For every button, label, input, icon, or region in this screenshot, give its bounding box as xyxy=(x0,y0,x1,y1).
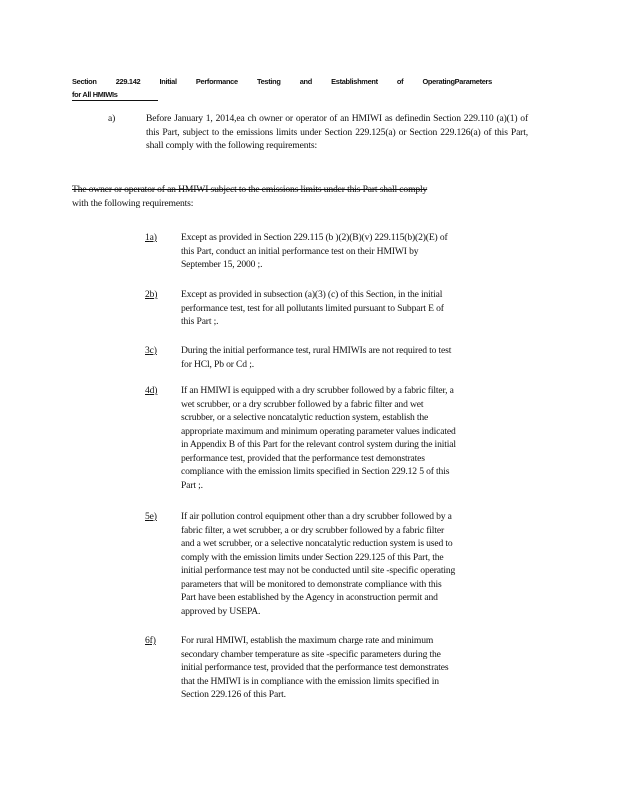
item-line: initial performance test, provided that the performance test demonstrates xyxy=(181,662,449,673)
section-heading xyxy=(72,75,492,101)
intro-continuation: with the following requirements: xyxy=(72,197,194,209)
item-line: for HCl, Pb or Cd ;. xyxy=(181,358,254,370)
heading-word: Initial xyxy=(159,77,177,86)
item-line: comply with the emission limits under Section 229.125 of this Part, the xyxy=(181,551,444,563)
item-line: Except as provided in subsection (a)(3) (c) of this Section, in the initial xyxy=(181,289,443,300)
item-text xyxy=(181,231,539,272)
item-line: this Part, conduct an initial performance test on their HMIWI by xyxy=(181,245,419,257)
item-line: If air pollution control equipment other than a dry scrubber followed by a xyxy=(181,511,452,522)
heading-word: OperatingParameters xyxy=(422,77,492,86)
section-heading-line-1 xyxy=(72,75,492,88)
item-line: Section 229.126 of this Part. xyxy=(181,689,286,700)
struck-intro-text: The owner or operator of an HMIWI subject to the emissions limits under this Part shall comply xyxy=(72,184,428,195)
section-heading-line-2: for All HMIWIs xyxy=(72,89,158,101)
struck-intro-paragraph xyxy=(72,183,534,210)
item-line: scrubber, or a selective noncatalytic reduction system, establish the xyxy=(181,412,429,423)
item-line: fabric filter, a wet scrubber, a or dry scrubber followed by a fabric filter xyxy=(181,524,444,536)
item-line: appropriate maximum and minimum operating parameter values indicated xyxy=(181,425,456,437)
item-number: 2b) xyxy=(145,289,158,300)
item-number: 1a) xyxy=(145,232,157,243)
item-number: 5e) xyxy=(145,511,157,522)
item-line: performance test, provided that the performance test demonstrates xyxy=(181,452,425,464)
item-line: For rural HMIWI, establish the maximum charge rate and minimum xyxy=(181,635,434,646)
item-line: Part have been established by the Agency in aconstruction permit and xyxy=(181,592,438,603)
heading-word: and xyxy=(299,77,312,86)
item-line: During the initial performance test, rural HMIWIs are not required to test xyxy=(181,345,452,356)
item-text xyxy=(181,634,539,702)
item-line: secondary chamber temperature as site -specific parameters during the xyxy=(181,648,441,660)
item-text xyxy=(181,510,539,618)
item-line: parameters that will be monitored to demonstrate compliance with this xyxy=(181,578,442,590)
subsection-a-label: a) xyxy=(108,113,116,124)
item-line: Except as provided in Section 229.115 (b )(2)(B)(v) 229.115(b)(2)(E) of xyxy=(181,232,448,243)
heading-word: Establishment xyxy=(331,77,378,86)
item-line: performance test, test for all pollutants limited pursuant to Subpart E of xyxy=(181,302,444,314)
item-number: 6f) xyxy=(145,635,156,646)
item-line: If an HMIWI is equipped with a dry scrubber followed by a fabric filter, a xyxy=(181,385,454,396)
item-text xyxy=(181,288,539,329)
item-line: and a wet scrubber, or a selective noncatalytic reduction system is used to xyxy=(181,538,453,549)
heading-word: Performance xyxy=(195,77,238,86)
heading-word: of xyxy=(396,77,404,86)
subsection-a-text: Before January 1, 2014,ea ch owner or operator of an HMIWI as definedin Section 229.110 (a)(1) of this Part, subject to the emissions limits under Section 229.125(a) or Section 229.126(a) of this Part, shall comply with the following requirements: xyxy=(146,113,528,151)
item-line: this Part ;. xyxy=(181,316,219,327)
item-text xyxy=(181,384,539,492)
heading-word: 229.142 xyxy=(115,77,141,86)
item-text xyxy=(181,344,539,371)
heading-word: Section xyxy=(72,77,97,86)
item-number: 3c) xyxy=(145,345,157,356)
item-line: Part ;. xyxy=(181,479,203,491)
item-line: that the HMIWI is in compliance with the emission limits specified in xyxy=(181,675,439,687)
heading-word: Testing xyxy=(256,77,281,86)
item-line: September 15, 2000 ;. xyxy=(181,259,263,270)
item-line: initial performance test may not be conducted until site -specific operating xyxy=(181,565,456,576)
item-line: in Appendix B of this Part for the relevant control system during the initial xyxy=(181,439,456,450)
item-line: approved by USEPA. xyxy=(181,605,261,617)
item-line: compliance with the emission limits specified in Section 229.12 5 of this xyxy=(181,466,450,477)
item-number: 4d) xyxy=(145,385,158,396)
item-line: wet scrubber, or a dry scrubber followed by a fabric filter and wet xyxy=(181,398,424,410)
